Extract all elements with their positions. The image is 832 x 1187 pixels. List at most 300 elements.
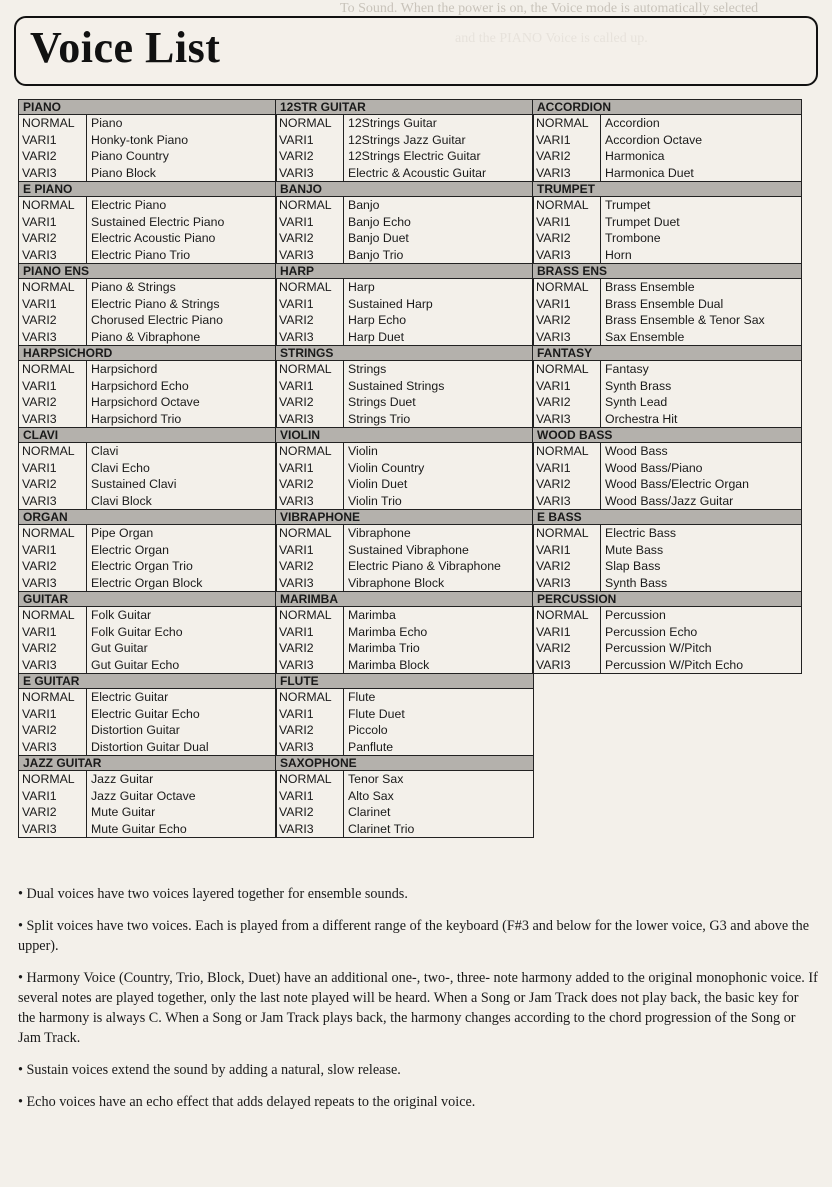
voice-name: Trombone bbox=[605, 231, 661, 245]
voice-row bbox=[19, 722, 276, 739]
variation-label: VARI3 bbox=[533, 247, 601, 264]
voice-name: Horn bbox=[605, 247, 632, 262]
variation-label: VARI1 bbox=[533, 132, 601, 149]
voice-row bbox=[19, 493, 276, 510]
variation-label: VARI2 bbox=[533, 558, 601, 575]
voice-row bbox=[276, 624, 533, 641]
voice-row bbox=[19, 771, 276, 788]
voice-row bbox=[19, 247, 276, 264]
voice-row bbox=[276, 771, 533, 788]
voice-name: Electric Piano & Vibraphone bbox=[348, 559, 501, 573]
voice-name: Electric Piano & Strings bbox=[91, 296, 220, 311]
variation-label: VARI3 bbox=[19, 411, 87, 428]
voice-row bbox=[19, 361, 276, 378]
category-header: WOOD BASS bbox=[533, 428, 801, 443]
variation-label: VARI1 bbox=[276, 788, 344, 805]
voice-category bbox=[276, 428, 533, 510]
variation-label: VARI1 bbox=[276, 624, 344, 641]
variation-label: NORMAL bbox=[533, 361, 601, 378]
voice-name: Harpsichord Octave bbox=[91, 395, 200, 409]
variation-label: NORMAL bbox=[276, 525, 344, 542]
voice-row bbox=[276, 361, 533, 378]
voice-name: Electric Organ Trio bbox=[91, 559, 193, 573]
category-header: PIANO ENS bbox=[19, 264, 276, 279]
variation-label: VARI1 bbox=[19, 542, 87, 559]
voice-name: Folk Guitar bbox=[91, 608, 152, 622]
category-header: ORGAN bbox=[19, 510, 276, 525]
voice-row bbox=[276, 607, 533, 624]
voice-row bbox=[276, 296, 533, 313]
variation-label: VARI2 bbox=[19, 640, 87, 657]
category-header: BANJO bbox=[276, 182, 533, 197]
variation-label: VARI1 bbox=[533, 378, 601, 395]
variation-label: VARI3 bbox=[533, 165, 601, 182]
variation-label: NORMAL bbox=[19, 689, 87, 706]
voice-name: Brass Ensemble Dual bbox=[605, 296, 724, 311]
variation-label: NORMAL bbox=[533, 279, 601, 296]
voice-row bbox=[533, 525, 801, 542]
voice-name: Electric Acoustic Piano bbox=[91, 231, 216, 245]
voice-name: Harpsichord bbox=[91, 362, 158, 376]
variation-label: NORMAL bbox=[276, 689, 344, 706]
voice-row bbox=[19, 197, 276, 214]
voice-row bbox=[276, 689, 533, 706]
category-header: JAZZ GUITAR bbox=[19, 756, 276, 771]
variation-label: NORMAL bbox=[276, 607, 344, 624]
voice-name: Strings Duet bbox=[348, 395, 416, 409]
page-title: Voice List bbox=[30, 23, 221, 72]
voice-row bbox=[533, 279, 801, 296]
voice-name: Fantasy bbox=[605, 362, 649, 376]
voice-row bbox=[19, 804, 276, 821]
voice-name: Banjo bbox=[348, 198, 380, 212]
voice-row bbox=[533, 624, 801, 641]
voice-row bbox=[19, 148, 276, 165]
variation-label: NORMAL bbox=[19, 771, 87, 788]
variation-label: VARI3 bbox=[533, 493, 601, 510]
variation-label: VARI2 bbox=[276, 804, 344, 821]
voice-name: Electric Guitar Echo bbox=[91, 706, 200, 721]
note-sustain: • Sustain voices extend the sound by adding a natural, slow release. bbox=[18, 1062, 401, 1078]
variation-label: VARI1 bbox=[19, 460, 87, 477]
voice-row bbox=[19, 165, 276, 182]
voice-name: Violin Country bbox=[348, 460, 425, 475]
voice-row bbox=[19, 279, 276, 296]
voice-name: Percussion Echo bbox=[605, 624, 698, 639]
voice-name: Harp Echo bbox=[348, 313, 407, 327]
voice-row bbox=[276, 197, 533, 214]
variation-label: VARI1 bbox=[276, 706, 344, 723]
voice-name: Sustained Clavi bbox=[91, 477, 177, 491]
voice-name: Distortion Guitar bbox=[91, 723, 180, 737]
variation-label: VARI3 bbox=[19, 329, 87, 346]
variation-label: VARI3 bbox=[276, 821, 344, 838]
voice-row bbox=[19, 296, 276, 313]
voice-category bbox=[19, 100, 276, 182]
variation-label: VARI2 bbox=[533, 476, 601, 493]
voice-row bbox=[19, 821, 276, 838]
voice-name: Sustained Electric Piano bbox=[91, 214, 225, 229]
voice-name: Piano Country bbox=[91, 149, 169, 163]
voice-row bbox=[276, 558, 533, 575]
voice-name: Violin bbox=[348, 444, 378, 458]
category-header: SAXOPHONE bbox=[276, 756, 533, 771]
variation-label: VARI3 bbox=[276, 165, 344, 182]
voice-name: Piano & Strings bbox=[91, 280, 176, 294]
voice-name: Wood Bass bbox=[605, 444, 668, 458]
category-header: FLUTE bbox=[276, 674, 533, 689]
variation-label: NORMAL bbox=[276, 197, 344, 214]
variation-label: VARI1 bbox=[533, 460, 601, 477]
voice-name: Banjo Trio bbox=[348, 247, 404, 262]
voice-row bbox=[533, 197, 801, 214]
voice-name: Harpsichord Echo bbox=[91, 378, 189, 393]
voice-row bbox=[533, 296, 801, 313]
voice-name: Folk Guitar Echo bbox=[91, 624, 183, 639]
variation-label: VARI2 bbox=[276, 722, 344, 739]
note-echo: • Echo voices have an echo effect that adds delayed repeats to the original voice. bbox=[18, 1094, 476, 1110]
voice-name: Trumpet bbox=[605, 198, 651, 212]
variation-label: NORMAL bbox=[533, 443, 601, 460]
variation-label: VARI2 bbox=[533, 640, 601, 657]
voice-name: Harp Duet bbox=[348, 329, 405, 344]
variation-label: VARI3 bbox=[19, 739, 87, 756]
variation-label: VARI3 bbox=[276, 575, 344, 592]
voice-name: Percussion bbox=[605, 608, 666, 622]
variation-label: VARI1 bbox=[276, 378, 344, 395]
voice-row bbox=[19, 689, 276, 706]
voice-name: Piano bbox=[91, 116, 123, 130]
voice-category bbox=[276, 346, 533, 428]
voice-row bbox=[19, 115, 276, 132]
voice-row bbox=[533, 657, 801, 674]
variation-label: VARI3 bbox=[276, 493, 344, 510]
voice-name: Strings bbox=[348, 362, 387, 376]
variation-label: NORMAL bbox=[276, 443, 344, 460]
voice-category bbox=[533, 346, 801, 428]
voice-category bbox=[276, 100, 533, 182]
variation-label: VARI1 bbox=[19, 214, 87, 231]
category-header: PERCUSSION bbox=[533, 592, 801, 607]
variation-label: VARI3 bbox=[276, 739, 344, 756]
variation-label: VARI1 bbox=[276, 132, 344, 149]
voice-name: Accordion Octave bbox=[605, 132, 703, 147]
voice-name: Clavi Block bbox=[91, 493, 152, 508]
voice-name: Marimba Echo bbox=[348, 624, 428, 639]
voice-name: Gut Guitar Echo bbox=[91, 657, 180, 672]
variation-label: VARI3 bbox=[19, 493, 87, 510]
variation-label: NORMAL bbox=[276, 279, 344, 296]
category-header: BRASS ENS bbox=[533, 264, 801, 279]
voice-name: Wood Bass/Electric Organ bbox=[605, 477, 749, 491]
voice-row bbox=[19, 575, 276, 592]
voice-name: Sustained Harp bbox=[348, 296, 433, 311]
voice-name: Alto Sax bbox=[348, 788, 394, 803]
voice-name: Electric & Acoustic Guitar bbox=[348, 165, 487, 180]
voice-name: Vibraphone Block bbox=[348, 575, 445, 590]
voice-name: Marimba Block bbox=[348, 657, 430, 672]
voice-row bbox=[276, 821, 533, 838]
voice-name: Sax Ensemble bbox=[605, 329, 685, 344]
variation-label: NORMAL bbox=[19, 443, 87, 460]
voice-name: Electric Piano Trio bbox=[91, 247, 191, 262]
variation-label: VARI2 bbox=[276, 640, 344, 657]
variation-label: VARI2 bbox=[276, 558, 344, 575]
note-dual: • Dual voices have two voices layered together for ensemble sounds. bbox=[18, 886, 408, 902]
variation-label: VARI3 bbox=[533, 575, 601, 592]
voice-category bbox=[533, 100, 801, 182]
voice-name: Sustained Strings bbox=[348, 378, 445, 393]
voice-row bbox=[533, 411, 801, 428]
voice-name: Gut Guitar bbox=[91, 641, 148, 655]
voice-name: Wood Bass/Jazz Guitar bbox=[605, 493, 734, 508]
variation-label: VARI1 bbox=[19, 788, 87, 805]
variation-label: VARI2 bbox=[276, 230, 344, 247]
variation-label: VARI1 bbox=[19, 706, 87, 723]
voice-row bbox=[276, 165, 533, 182]
variation-label: NORMAL bbox=[19, 279, 87, 296]
voice-category bbox=[19, 264, 276, 346]
variation-label: VARI1 bbox=[276, 460, 344, 477]
voice-row bbox=[533, 476, 801, 493]
voice-name: Brass Ensemble & Tenor Sax bbox=[605, 313, 765, 327]
voice-name: Flute bbox=[348, 690, 376, 704]
variation-label: NORMAL bbox=[276, 361, 344, 378]
variation-label: VARI2 bbox=[533, 230, 601, 247]
voice-row bbox=[533, 607, 801, 624]
voice-category bbox=[19, 428, 276, 510]
variation-label: VARI3 bbox=[533, 411, 601, 428]
category-header: TRUMPET bbox=[533, 182, 801, 197]
voice-row bbox=[533, 575, 801, 592]
voice-row bbox=[276, 640, 533, 657]
voice-row bbox=[276, 575, 533, 592]
voice-row bbox=[533, 460, 801, 477]
voice-row bbox=[276, 329, 533, 346]
voice-name: Mute Guitar bbox=[91, 805, 156, 819]
variation-label: NORMAL bbox=[533, 115, 601, 132]
voice-category bbox=[19, 674, 276, 756]
voice-name: Banjo Duet bbox=[348, 231, 409, 245]
notes-section bbox=[18, 884, 818, 1124]
voice-row bbox=[19, 558, 276, 575]
voice-row bbox=[19, 657, 276, 674]
variation-label: VARI3 bbox=[19, 657, 87, 674]
voice-name: Piano & Vibraphone bbox=[91, 329, 201, 344]
voice-row bbox=[276, 230, 533, 247]
variation-label: VARI3 bbox=[276, 411, 344, 428]
voice-name: Jazz Guitar Octave bbox=[91, 788, 196, 803]
variation-label: NORMAL bbox=[533, 525, 601, 542]
voice-row bbox=[533, 542, 801, 559]
voice-row bbox=[19, 378, 276, 395]
voice-name: Clarinet bbox=[348, 805, 391, 819]
voice-row bbox=[533, 443, 801, 460]
voice-column-1 bbox=[18, 99, 277, 838]
voice-name: Harmonica Duet bbox=[605, 165, 694, 180]
voice-name: Piano Block bbox=[91, 165, 156, 180]
voice-name: Harp bbox=[348, 280, 375, 294]
variation-label: VARI1 bbox=[19, 624, 87, 641]
voice-category bbox=[19, 510, 276, 592]
category-header: HARP bbox=[276, 264, 533, 279]
variation-label: NORMAL bbox=[276, 771, 344, 788]
voice-name: Violin Trio bbox=[348, 493, 402, 508]
voice-name: Honky-tonk Piano bbox=[91, 132, 189, 147]
voice-name: Jazz Guitar bbox=[91, 772, 154, 786]
voice-row bbox=[533, 361, 801, 378]
category-header: E BASS bbox=[533, 510, 801, 525]
voice-name: Percussion W/Pitch Echo bbox=[605, 657, 744, 672]
voice-category bbox=[19, 346, 276, 428]
voice-name: Sustained Vibraphone bbox=[348, 542, 469, 557]
voice-name: Mute Guitar Echo bbox=[91, 821, 187, 836]
voice-category bbox=[533, 182, 801, 264]
category-header: VIBRAPHONE bbox=[276, 510, 533, 525]
voice-row bbox=[19, 624, 276, 641]
voice-row bbox=[19, 230, 276, 247]
voice-name: Panflute bbox=[348, 739, 394, 754]
variation-label: VARI2 bbox=[19, 312, 87, 329]
voice-name: Trumpet Duet bbox=[605, 214, 680, 229]
voice-row bbox=[276, 148, 533, 165]
voice-category bbox=[533, 428, 801, 510]
voice-row bbox=[19, 394, 276, 411]
voice-row bbox=[276, 542, 533, 559]
variation-label: VARI3 bbox=[276, 329, 344, 346]
voice-name: Synth Brass bbox=[605, 378, 672, 393]
voice-row bbox=[276, 706, 533, 723]
variation-label: VARI2 bbox=[19, 558, 87, 575]
voice-row bbox=[19, 312, 276, 329]
voice-row bbox=[19, 607, 276, 624]
voice-row bbox=[276, 476, 533, 493]
voice-row bbox=[533, 148, 801, 165]
variation-label: NORMAL bbox=[19, 525, 87, 542]
voice-name: Piccolo bbox=[348, 723, 388, 737]
voice-column-3 bbox=[532, 99, 802, 674]
variation-label: VARI2 bbox=[276, 148, 344, 165]
voice-row bbox=[276, 493, 533, 510]
voice-name: Accordion bbox=[605, 116, 660, 130]
voice-name: 12Strings Jazz Guitar bbox=[348, 132, 466, 147]
voice-row bbox=[19, 132, 276, 149]
voice-name: Electric Bass bbox=[605, 526, 677, 540]
voice-row bbox=[19, 640, 276, 657]
voice-row bbox=[276, 378, 533, 395]
variation-label: VARI3 bbox=[533, 329, 601, 346]
voice-category bbox=[276, 510, 533, 592]
variation-label: VARI2 bbox=[533, 312, 601, 329]
note-split: • Split voices have two voices. Each is played from a different range of the keyboard (F#3 and below for the lower voice, G3 and above the upper). bbox=[18, 918, 810, 954]
voice-name: Pipe Organ bbox=[91, 526, 154, 540]
voice-row bbox=[533, 493, 801, 510]
variation-label: VARI3 bbox=[19, 247, 87, 264]
variation-label: VARI3 bbox=[533, 657, 601, 674]
voice-name: Distortion Guitar Dual bbox=[91, 739, 209, 754]
voice-category bbox=[19, 592, 276, 674]
voice-row bbox=[276, 788, 533, 805]
variation-label: VARI1 bbox=[276, 214, 344, 231]
voice-name: Percussion W/Pitch bbox=[605, 641, 712, 655]
voice-row bbox=[276, 312, 533, 329]
voice-row bbox=[276, 525, 533, 542]
voice-name: Banjo Echo bbox=[348, 214, 411, 229]
voice-name: Flute Duet bbox=[348, 706, 405, 721]
variation-label: VARI1 bbox=[533, 214, 601, 231]
category-header: ACCORDION bbox=[533, 100, 801, 115]
voice-name: Marimba bbox=[348, 608, 396, 622]
voice-category bbox=[19, 182, 276, 264]
voice-row bbox=[276, 214, 533, 231]
voice-name: Tenor Sax bbox=[348, 772, 404, 786]
voice-name: Chorused Electric Piano bbox=[91, 313, 223, 327]
voice-row bbox=[19, 739, 276, 756]
voice-name: Clavi bbox=[91, 444, 119, 458]
variation-label: NORMAL bbox=[19, 115, 87, 132]
variation-label: NORMAL bbox=[533, 197, 601, 214]
voice-row bbox=[19, 329, 276, 346]
voice-name: Brass Ensemble bbox=[605, 280, 695, 294]
variation-label: NORMAL bbox=[19, 607, 87, 624]
voice-name: Orchestra Hit bbox=[605, 411, 678, 426]
variation-label: VARI2 bbox=[19, 230, 87, 247]
voice-row bbox=[533, 312, 801, 329]
voice-row bbox=[533, 132, 801, 149]
voice-category bbox=[533, 592, 801, 674]
voice-name: Violin Duet bbox=[348, 477, 408, 491]
voice-category bbox=[276, 674, 533, 756]
voice-row bbox=[19, 525, 276, 542]
variation-label: VARI3 bbox=[276, 247, 344, 264]
voice-row bbox=[533, 329, 801, 346]
variation-label: VARI3 bbox=[19, 821, 87, 838]
voice-name: Clarinet Trio bbox=[348, 821, 415, 836]
variation-label: NORMAL bbox=[533, 607, 601, 624]
category-header: E GUITAR bbox=[19, 674, 276, 689]
variation-label: VARI2 bbox=[19, 804, 87, 821]
voice-row bbox=[533, 558, 801, 575]
voice-row bbox=[19, 542, 276, 559]
voice-name: Wood Bass/Piano bbox=[605, 460, 703, 475]
voice-row bbox=[19, 214, 276, 231]
voice-row bbox=[533, 165, 801, 182]
voice-row bbox=[533, 378, 801, 395]
background-text-line1: To Sound. When the power is on, the Voice mode is automatically selected bbox=[340, 1, 759, 16]
voice-name: Mute Bass bbox=[605, 542, 664, 557]
voice-row bbox=[276, 247, 533, 264]
voice-name: Electric Organ Block bbox=[91, 575, 203, 590]
category-header: 12STR GUITAR bbox=[276, 100, 533, 115]
variation-label: VARI1 bbox=[533, 542, 601, 559]
voice-row bbox=[276, 394, 533, 411]
variation-label: VARI3 bbox=[276, 657, 344, 674]
voice-row bbox=[276, 804, 533, 821]
voice-category bbox=[19, 756, 276, 838]
voice-name: Marimba Trio bbox=[348, 641, 420, 655]
voice-row bbox=[276, 411, 533, 428]
voice-row bbox=[19, 706, 276, 723]
variation-label: VARI2 bbox=[276, 476, 344, 493]
category-header: GUITAR bbox=[19, 592, 276, 607]
title-box bbox=[14, 16, 818, 86]
voice-category bbox=[533, 264, 801, 346]
category-header: CLAVI bbox=[19, 428, 276, 443]
variation-label: VARI1 bbox=[19, 132, 87, 149]
voice-row bbox=[533, 115, 801, 132]
category-header: HARPSICHORD bbox=[19, 346, 276, 361]
voice-name: 12Strings Guitar bbox=[348, 116, 437, 130]
